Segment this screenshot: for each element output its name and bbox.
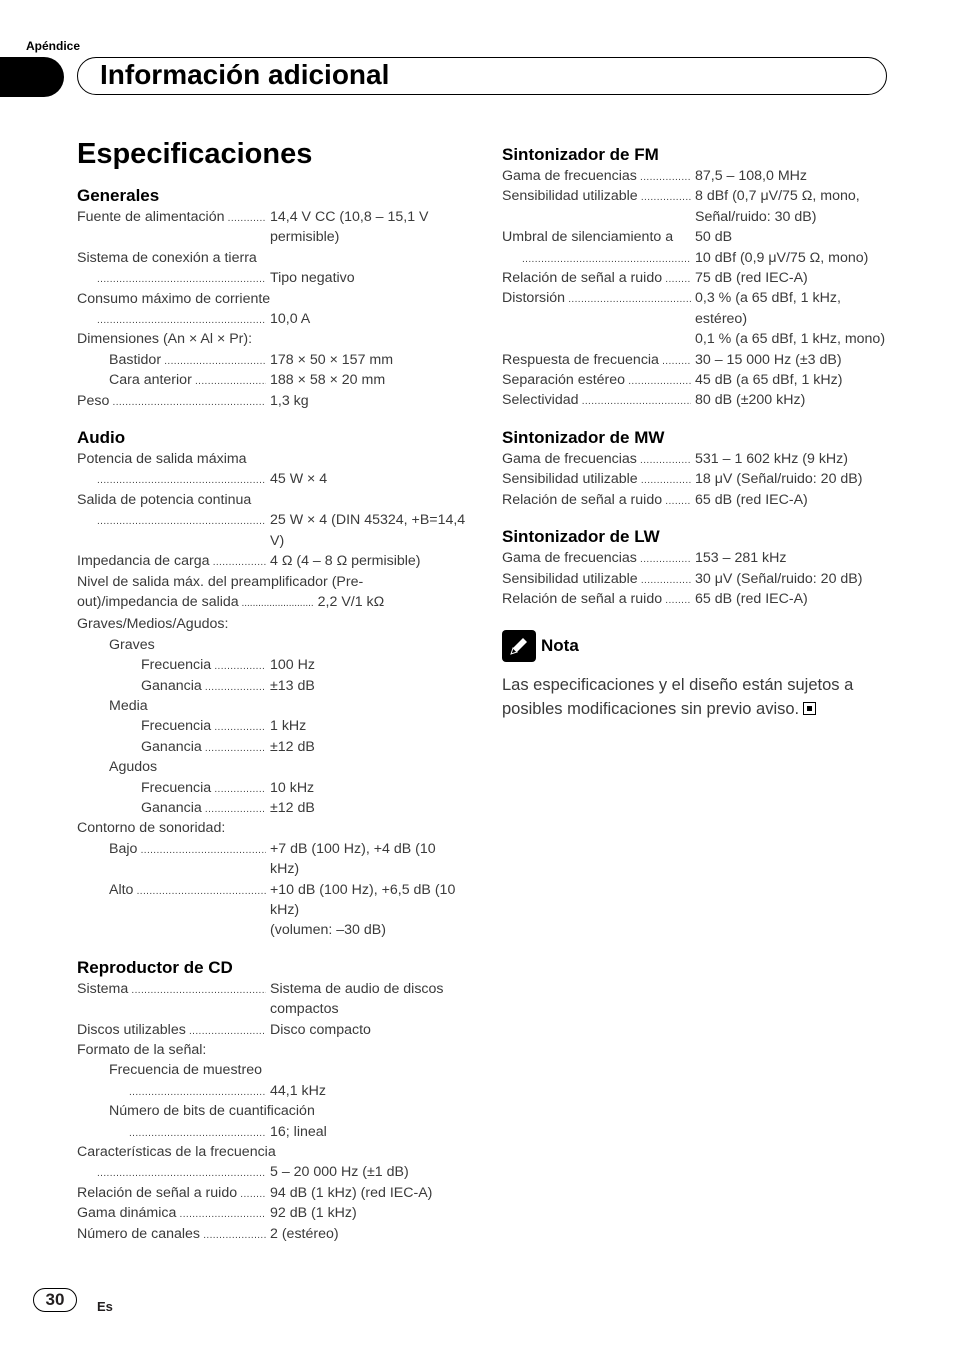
spec-label: Relación de señal a ruido ..... [77, 1183, 266, 1203]
chapter-title: Información adicional [100, 59, 390, 90]
section-heading: Sintonizador de LW [502, 527, 660, 547]
spec-label: Número de bits de cuantificación [109, 1103, 315, 1120]
section-heading: Sintonizador de MW [502, 427, 665, 447]
spec-label: Peso ..... [77, 391, 266, 411]
spec-label: Graves/Medios/Agudos: [77, 616, 229, 633]
spec-value: 16; lineal [270, 1123, 327, 1140]
spec-label: Gama de frecuencias ..... [502, 166, 691, 186]
spec-value: 45 dB (a 65 dBf, 1 kHz) [695, 372, 843, 389]
spec-row [502, 449, 892, 469]
spec-row-wrapped [77, 572, 467, 615]
spec-value: 50 dB [695, 229, 733, 246]
spec-row [77, 737, 467, 757]
spec-row [77, 469, 467, 489]
spec-value: 188 × 58 × 20 mm [270, 372, 386, 389]
spec-label: Discos utilizables ..... [77, 1020, 266, 1040]
dot-leader [97, 268, 266, 288]
spec-value: 92 dB (1 kHz) [270, 1205, 357, 1222]
spec-value: 80 dB (±200 kHz) [695, 392, 806, 409]
spec-label: Contorno de sonoridad: [77, 820, 226, 837]
spec-value: 25 W × 4 (DIN 45324, +B=14,4 V) [270, 512, 466, 549]
left-column [77, 185, 467, 1260]
spec-value: 2 (estéreo) [270, 1225, 339, 1242]
spec-label: Cara anterior ..... [109, 370, 266, 390]
dot-leader [97, 469, 266, 489]
spec-row [502, 166, 892, 186]
spec-value: 75 dB (red IEC-A) [695, 270, 808, 287]
spec-label: Frecuencia ..... [141, 778, 266, 798]
spec-row [502, 329, 892, 349]
spec-value: ±12 dB [270, 799, 315, 816]
spec-label: Relación de señal a ruido ..... [502, 490, 691, 510]
spec-value: 30 – 15 000 Hz (±3 dB) [695, 351, 842, 368]
spec-value: ±12 dB [270, 738, 315, 755]
spec-row [502, 390, 892, 410]
page-title: Especificaciones [77, 138, 313, 170]
spec-row [77, 551, 467, 571]
lw-section [502, 526, 892, 609]
spec-label: Media [109, 697, 148, 714]
spec-row [77, 1203, 467, 1223]
page-number: 30 [33, 1288, 77, 1312]
spec-label: Gama de frecuencias ..... [502, 449, 691, 469]
spec-value: 531 – 1 602 kHz (9 kHz) [695, 450, 848, 467]
spec-label: Gama dinámica ..... [77, 1203, 266, 1223]
spec-label: Gama de frecuencias ..... [502, 548, 691, 568]
spec-label: Bajo ..... [109, 839, 266, 859]
dot-leader [129, 1122, 266, 1142]
section-heading: Reproductor de CD [77, 957, 233, 977]
spec-value: 8 dBf (0,7 μV/75 Ω, mono, Señal/ruido: 30 dB) [695, 188, 860, 225]
spec-label: Frecuencia de muestreo [109, 1062, 262, 1079]
spec-row [502, 248, 892, 268]
spec-label: Sistema de conexión a tierra [77, 249, 257, 266]
generales-section [77, 185, 467, 411]
spec-value: 2,2 V/1 kΩ [317, 593, 385, 610]
spec-value: 87,5 – 108,0 MHz [695, 168, 807, 184]
spec-row [77, 1122, 467, 1142]
language-code: Es [97, 1299, 113, 1314]
spec-row [77, 798, 467, 818]
spec-row [77, 880, 467, 921]
spec-row [77, 979, 467, 1020]
spec-label: Agudos [109, 759, 158, 776]
spec-row [77, 655, 467, 675]
dot-leader [97, 309, 266, 329]
end-mark-icon [803, 702, 816, 715]
spec-row [77, 309, 467, 329]
spec-label: Ganancia ..... [141, 737, 266, 757]
spec-label: Número de canales ..... [77, 1224, 266, 1244]
spec-value: +7 dB (100 Hz), +4 dB (10 kHz) [270, 840, 436, 878]
spec-row [77, 676, 467, 696]
spec-value: 10 kHz [270, 779, 315, 796]
spec-value: 94 dB (1 kHz) (red IEC-A) [270, 1184, 433, 1201]
spec-label: Distorsión ..... [502, 288, 691, 308]
spec-row [77, 1020, 467, 1040]
spec-row [77, 1224, 467, 1244]
spec-row [77, 1162, 467, 1182]
spec-label: Fuente de alimentación ..... [77, 207, 266, 227]
spec-label: Potencia de salida máxima [77, 451, 247, 468]
spec-label: Relación de señal a ruido ..... [502, 589, 691, 609]
spec-row [77, 391, 467, 411]
spec-label: Sistema ..... [77, 979, 266, 999]
spec-value: 1,3 kg [270, 392, 309, 409]
spec-label: Relación de señal a ruido ..... [502, 268, 691, 288]
spec-value: 44,1 kHz [270, 1082, 326, 1099]
spec-label: Umbral de silenciamiento a [502, 229, 674, 246]
note-box [502, 629, 892, 721]
cd-section [77, 957, 467, 1244]
spec-row [77, 350, 467, 370]
spec-row [77, 1081, 467, 1101]
note-text: Las especificaciones y el diseño están sujetos a posibles modificaciones sin previo aviso. [502, 676, 854, 719]
dot-leader [97, 1162, 266, 1182]
spec-row [502, 589, 892, 609]
section-heading: Audio [77, 428, 126, 448]
spec-row [502, 268, 892, 288]
spec-label: Impedancia de carga ..... [77, 551, 266, 571]
spec-row [77, 268, 467, 288]
spec-label: Selectividad ..... [502, 390, 691, 410]
spec-row [502, 469, 892, 489]
spec-value: 18 μV (Señal/ruido: 20 dB) [695, 471, 863, 488]
spec-row [77, 778, 467, 798]
mw-section [502, 427, 892, 510]
spec-value: +10 dB (100 Hz), +6,5 dB (10 kHz) [270, 881, 456, 918]
spec-value: 153 – 281 kHz [695, 550, 787, 567]
pencil-icon [507, 634, 531, 658]
spec-value: Tipo negativo [270, 270, 355, 287]
spec-value: 1 kHz [270, 718, 307, 735]
spec-label: Ganancia ..... [141, 798, 266, 818]
spec-label: Características de la frecuencia [77, 1144, 276, 1161]
spec-row [502, 227, 892, 247]
spec-value: 45 W × 4 [270, 471, 328, 488]
spec-row [77, 839, 467, 880]
spec-value: 14,4 V CC (10,8 – 15,1 V permisible) [270, 209, 429, 246]
dot-leader [522, 248, 691, 268]
spec-row [77, 1183, 467, 1203]
note-header [502, 629, 892, 663]
dot-leader [129, 1081, 266, 1101]
spec-value: 10,0 A [270, 311, 311, 328]
spec-label: Sensibilidad utilizable ..... [502, 186, 691, 206]
spec-value: (volumen: –30 dB) [270, 922, 386, 939]
section-label: Apéndice [26, 39, 81, 53]
spec-value: 178 × 50 × 157 mm [270, 351, 394, 368]
spec-value: 65 dB (red IEC-A) [695, 590, 808, 607]
spec-label: Nivel de salida máx. del preamplificador (Pre-out)/impedancia de salida .......................... 2,2 V/1 kΩ [77, 573, 385, 610]
spec-row [77, 207, 467, 248]
spec-label: Respuesta de frecuencia ..... [502, 350, 691, 370]
spec-row [502, 186, 892, 227]
spec-label: Dimensiones (An × Al × Pr): [77, 331, 253, 348]
spec-row [77, 920, 467, 940]
spec-row [502, 288, 892, 329]
spec-value: 0,3 % (a 65 dBf, 1 kHz, estéreo) [695, 290, 841, 327]
spec-row [502, 370, 892, 390]
spec-value: Sistema de audio de discos compactos [270, 980, 444, 1018]
spec-label: Bastidor ..... [109, 350, 266, 370]
spec-label: Ganancia ..... [141, 676, 266, 696]
spec-row [77, 716, 467, 736]
spec-value: 100 Hz [270, 657, 315, 674]
spec-row [77, 370, 467, 390]
spec-label: Formato de la señal: [77, 1042, 207, 1059]
section-heading: Generales [77, 186, 160, 205]
spec-value: 30 μV (Señal/ruido: 20 dB) [695, 570, 863, 587]
right-column [502, 144, 892, 721]
spec-row [502, 569, 892, 589]
spec-label: Frecuencia ..... [141, 716, 266, 736]
spec-value: 10 dBf (0,9 μV/75 Ω, mono) [695, 249, 869, 266]
spec-label: Alto ..... [109, 880, 266, 900]
spec-label: Consumo máximo de corriente [77, 290, 271, 307]
spec-value: Disco compacto [270, 1021, 371, 1038]
spec-label: Frecuencia ..... [141, 655, 266, 675]
spec-label: Sensibilidad utilizable ..... [502, 469, 691, 489]
spec-row [77, 510, 467, 551]
section-heading: Sintonizador de FM [502, 145, 659, 164]
spec-value: 4 Ω (4 – 8 Ω permisible) [270, 553, 421, 570]
dot-leader [97, 510, 266, 530]
spec-value: 5 – 20 000 Hz (±1 dB) [270, 1164, 409, 1181]
section-tab [0, 57, 64, 97]
spec-value: 0,1 % (a 65 dBf, 1 kHz, mono) [695, 331, 886, 348]
spec-row [502, 548, 892, 568]
pencil-note-icon [502, 630, 536, 662]
spec-label: Sensibilidad utilizable ..... [502, 569, 691, 589]
spec-row [502, 350, 892, 370]
note-title: Nota [541, 636, 579, 656]
spec-value: 65 dB (red IEC-A) [695, 491, 808, 508]
chapter-title-bar [77, 57, 887, 95]
audio-section [77, 427, 467, 941]
spec-value: ±13 dB [270, 677, 315, 694]
spec-label: Graves [109, 636, 155, 653]
spec-label: Separación estéreo ..... [502, 370, 691, 390]
fm-section [502, 144, 892, 411]
spec-row [502, 490, 892, 510]
spec-label: Salida de potencia continua [77, 491, 252, 508]
